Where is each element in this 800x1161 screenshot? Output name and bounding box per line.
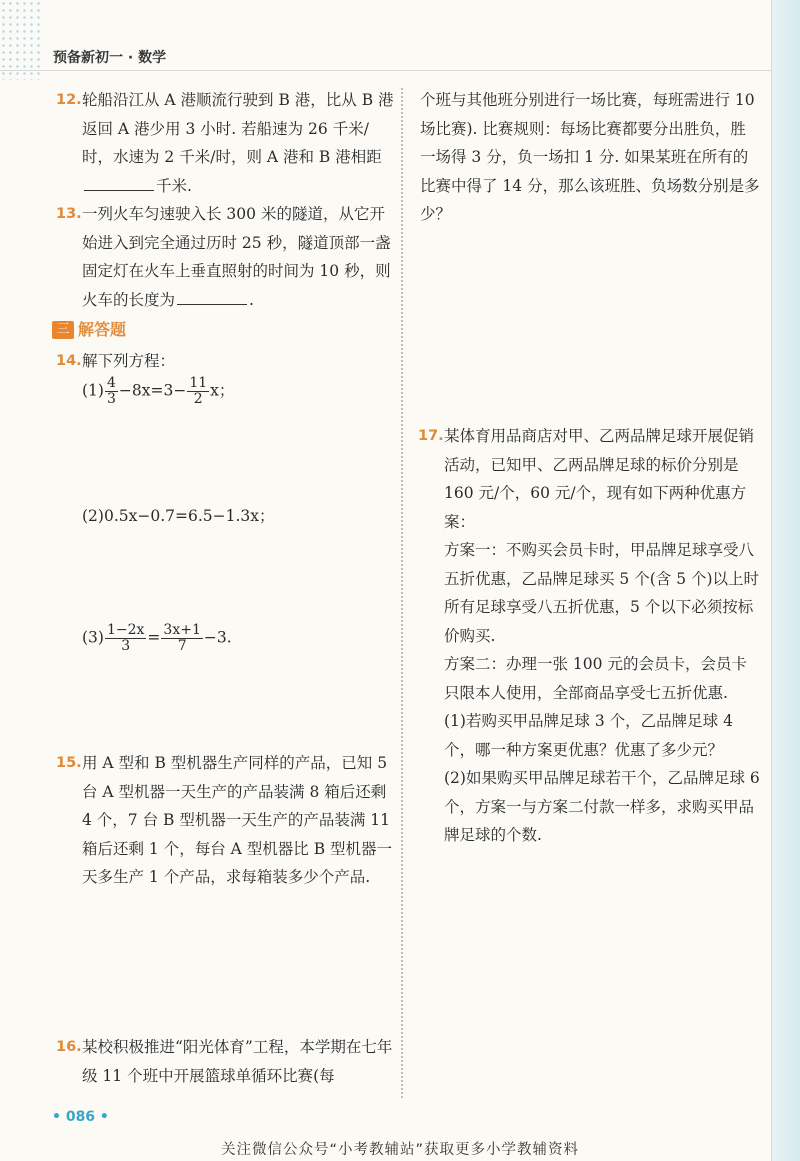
question-number: 13. <box>56 206 82 222</box>
question-tail: 千米. <box>156 176 192 195</box>
sub-question-2: (2)如果购买甲品牌足球若干个，乙品牌足球 6 个，方案一与方案二付款一样多，求购买甲品牌足球的个数. <box>444 769 760 844</box>
answer-blank[interactable] <box>177 290 247 305</box>
question-16 <box>58 1033 394 1090</box>
footer-note: 关注微信公众号“小考教辅站”获取更多小学教辅资料 <box>220 1142 580 1158</box>
question-16-block <box>58 1033 394 1090</box>
question-text: 某校积极推进“阳光体育”工程，本学期在七年级 11 个班中开展篮球单循环比赛(每 <box>82 1038 393 1085</box>
question-text: 解下列方程： <box>82 351 176 370</box>
equation-3: (3) $\frac{1-2x}{3}$ = $\frac{3x+1}{7}$ −3. <box>82 622 232 654</box>
question-text: 用 A 型和 B 型机器生产同样的产品，已知 5 台 A 型机器一天生产的产品装满 8 箱后还剩 4 个，7 台 B 型机器一天生产的产品装满 11 箱后还剩 1 个，每台 A 型机器比 B 型机器一天多生产 1 个产品，求每箱装多少个产品. <box>82 754 393 886</box>
question-17-block <box>420 422 760 850</box>
question-text: 轮船沿江从 A 港顺流行驶到 B 港，比从 B 港返回 A 港少用 3 小时. 若船速为 26 千米/时，水速为 2 千米/时，则 A 港和 B 港相距 <box>82 91 394 166</box>
plan-2: 方案二：办理一张 100 元的会员卡，会员卡只限本人使用，全部商品享受七五折优惠. <box>444 655 747 702</box>
question-16-continued <box>420 86 760 229</box>
question-14 <box>58 347 394 376</box>
question-number: 17. <box>418 428 444 444</box>
question-text: 个班与其他班分别进行一场比赛，每班需进行 10 场比赛). 比赛规则：每场比赛都要分出胜负，胜一场得 3 分，负一场扣 1 分. 如果某班在所有的比赛中得了 14 分，那么该班胜、负场数分别是多少？ <box>420 91 760 223</box>
question-tail: . <box>249 290 254 309</box>
sub-question-1: (1)若购买甲品牌足球 3 个，乙品牌足球 4 个，哪一种方案更优惠？优惠了多少元？ <box>444 712 733 759</box>
question-15 <box>58 749 394 892</box>
equation-2: (2)0.5x−0.7=6.5−1.3x； <box>82 507 275 525</box>
fraction: $\frac{1-2x}{3}$ <box>106 622 145 654</box>
plan-1: 方案一：不购买会员卡时，甲品牌足球享受八五折优惠，乙品牌足球买 5 个(含 5 个)以上时所有足球享受八五折优惠，5 个以下必须按标价购买. <box>444 541 760 645</box>
page-number: • 086 • <box>52 1109 109 1125</box>
question-text: 某体育用品商店对甲、乙两品牌足球开展促销活动，已知甲、乙两品牌足球的标价分别是 160 元/个，60 元/个，现有如下两种优惠方案： <box>444 427 755 531</box>
page-edge <box>771 0 800 1161</box>
header-divider <box>0 70 790 71</box>
section-number-icon: 三 <box>52 321 74 339</box>
fraction: $\frac{4}{3}$ <box>106 375 116 407</box>
question-number: 16. <box>56 1039 82 1055</box>
left-column <box>58 86 394 375</box>
column-divider <box>401 88 403 1098</box>
question-number: 12. <box>56 92 82 108</box>
corner-dot-pattern <box>0 0 40 80</box>
page-header: 预备新初一 · 数学 <box>53 50 167 66</box>
section-heading <box>52 316 394 345</box>
question-12 <box>58 86 394 200</box>
section-title: 解答题 <box>78 320 127 339</box>
question-15-block <box>58 749 394 892</box>
question-number: 15. <box>56 755 82 771</box>
question-number: 14. <box>56 352 82 369</box>
question-text: 一列火车匀速驶入长 300 米的隧道，从它开始进入到完全通过历时 25 秒，隧道顶部一盏固定灯在火车上垂直照射的时间为 10 秒，则火车的长度为 <box>82 205 391 309</box>
fraction: $\frac{11}{2}$ <box>189 375 208 407</box>
answer-blank[interactable] <box>84 176 154 191</box>
fraction: $\frac{3x+1}{7}$ <box>163 622 201 654</box>
question-13 <box>58 200 394 314</box>
question-17 <box>420 422 760 536</box>
equation-1: (1) $\frac{4}{3}$ −8x=3− $\frac{11}{2}$ x； <box>82 375 235 407</box>
